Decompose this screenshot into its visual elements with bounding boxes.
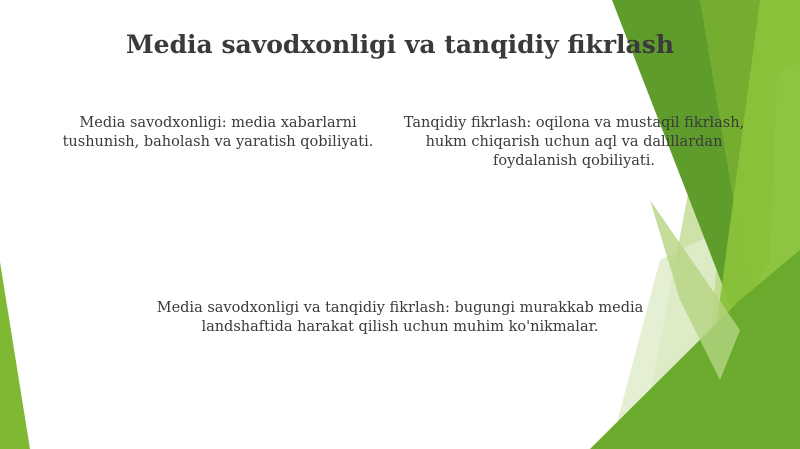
right-text-block: Tanqidiy fikrlash: oqilona va mustaqil fikrlash, hukm chiqarish uchun aql va dalillardan foydalanish qobiliyati.: [403, 115, 745, 169]
slide-title: Media savodxonligi va tanqidiy fikrlash: [126, 30, 674, 59]
bottom-text-block: Media savodxonligi va tanqidiy fikrlash: bugungi murakkab media landshaftida harakat qilish uchun muhim ko'nikmalar.: [156, 300, 644, 335]
left-green-sliver: [0, 262, 30, 449]
left-text-block: Media savodxonligi: media xabarlarni tushunish, baholash va yaratish qobiliyati.: [62, 115, 374, 150]
